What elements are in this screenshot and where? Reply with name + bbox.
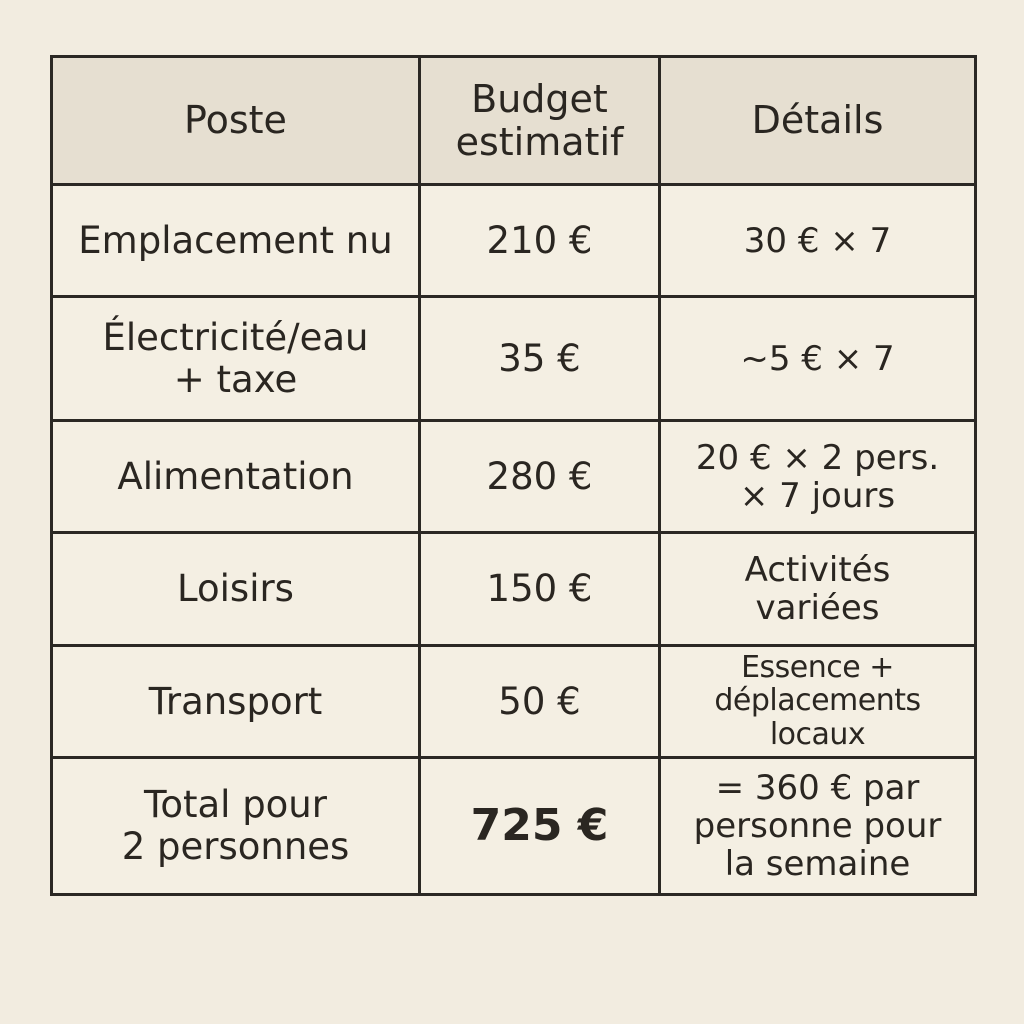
details-text-line2: × 7 jours xyxy=(739,475,896,516)
cell-poste xyxy=(52,185,420,297)
cell-poste xyxy=(52,757,420,894)
table-row-total xyxy=(52,757,976,894)
table-row-transport xyxy=(52,645,976,757)
details-text-line2: déplacements locaux xyxy=(714,683,921,753)
header-details xyxy=(660,57,976,185)
cell-budget xyxy=(420,185,660,297)
details-text: ~5 € × 7 xyxy=(740,338,895,379)
cell-poste xyxy=(52,645,420,757)
cell-budget xyxy=(420,421,660,533)
poste-label: Alimentation xyxy=(117,455,354,499)
details-text-line2: variées xyxy=(755,588,880,629)
budget-value: 150 € xyxy=(486,567,593,611)
details-text-line2: personne pour xyxy=(693,805,942,846)
budget-table xyxy=(50,55,977,896)
cell-details xyxy=(660,185,976,297)
header-details-label: Détails xyxy=(751,98,884,143)
table-row-alimentation xyxy=(52,421,976,533)
cell-details xyxy=(660,645,976,757)
header-budget-label-line1: Budget xyxy=(471,76,608,121)
details-text-line1: 20 € × 2 pers. xyxy=(695,437,940,478)
details-text-line1: Essence + xyxy=(741,649,894,685)
poste-label: Transport xyxy=(148,679,323,723)
header-poste xyxy=(52,57,420,185)
header-budget xyxy=(420,57,660,185)
budget-value: 280 € xyxy=(486,455,593,499)
cell-budget-total xyxy=(420,757,660,894)
poste-label-line1: Électricité/eau xyxy=(102,316,369,360)
cell-poste xyxy=(52,421,420,533)
details-text: 30 € × 7 xyxy=(743,220,892,261)
poste-label: Loisirs xyxy=(177,567,294,611)
cell-poste xyxy=(52,533,420,645)
cell-details xyxy=(660,757,976,894)
budget-value: 50 € xyxy=(498,679,581,723)
cell-details xyxy=(660,297,976,421)
table-header-row xyxy=(52,57,976,185)
budget-value: 210 € xyxy=(486,218,593,262)
header-poste-label: Poste xyxy=(184,98,287,143)
cell-details xyxy=(660,421,976,533)
header-budget-label-line2: estimatif xyxy=(455,119,624,164)
cell-poste xyxy=(52,297,420,421)
budget-total-value: 725 € xyxy=(470,800,609,852)
poste-label-line2: + taxe xyxy=(173,357,298,401)
details-text-line1: Activités xyxy=(744,549,891,590)
poste-label: Emplacement nu xyxy=(78,218,393,262)
details-text-line3: la semaine xyxy=(724,843,911,884)
cell-budget xyxy=(420,645,660,757)
details-text-line1: = 360 € par xyxy=(715,767,920,808)
cell-budget xyxy=(420,533,660,645)
poste-label-line2: 2 personnes xyxy=(121,824,350,868)
cell-details xyxy=(660,533,976,645)
budget-value: 35 € xyxy=(498,337,581,381)
table-row-electricite xyxy=(52,297,976,421)
table-row-loisirs xyxy=(52,533,976,645)
cell-budget xyxy=(420,297,660,421)
table-row-emplacement xyxy=(52,185,976,297)
poste-label-line1: Total pour xyxy=(144,783,327,827)
